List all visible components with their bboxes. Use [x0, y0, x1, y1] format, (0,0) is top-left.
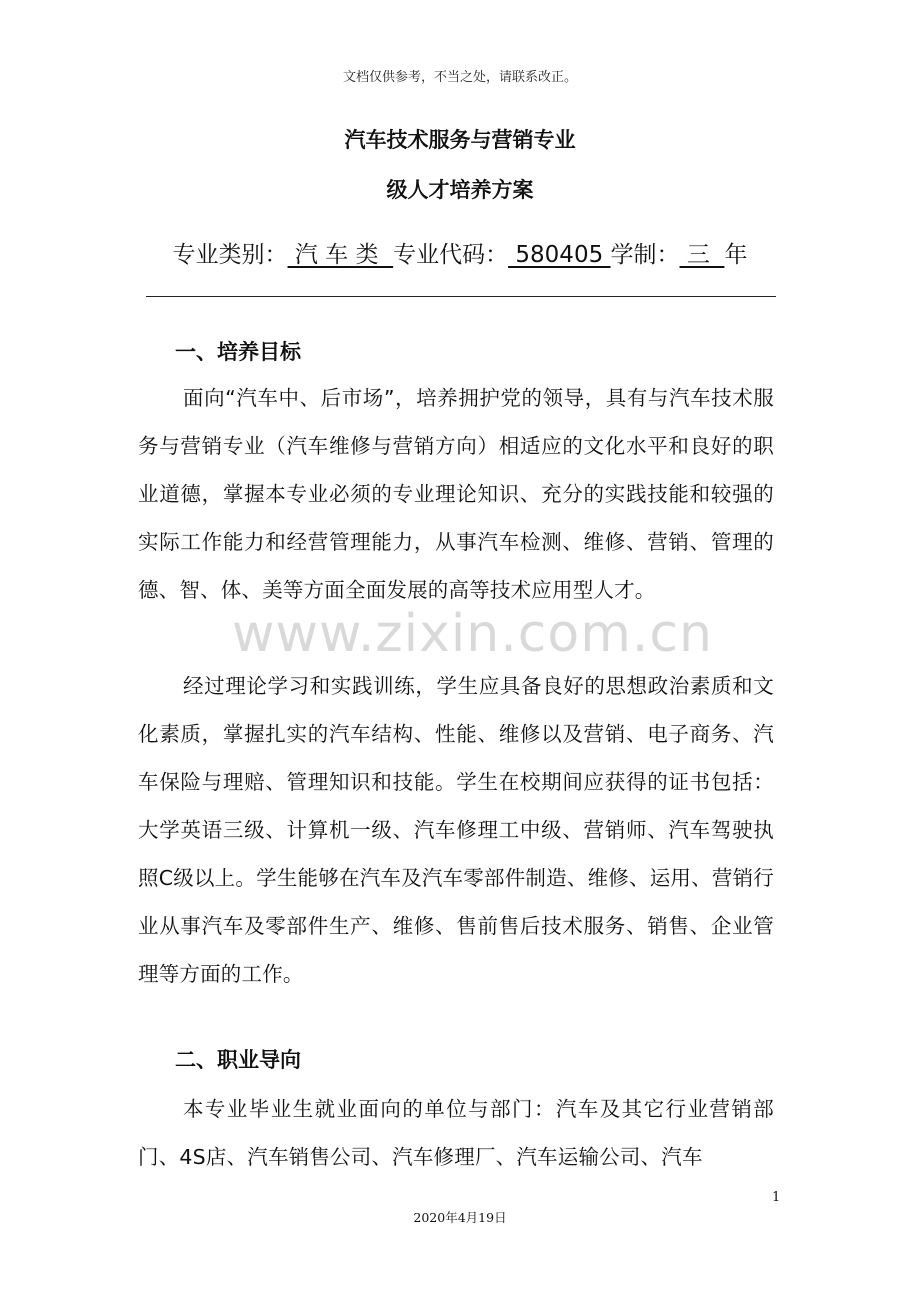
goals-paragraph-2: 经过理论学习和实践训练，学生应具备良好的思想政治素质和文化素质，掌握扎实的汽车结构、性能、维修以及营销、电子商务、汽车保险与理赔、管理知识和技能。学生在校期间应获得的证书包括：大学英语三级、计算机一级、汽车修理工中级、营销师、汽车驾驶执照C级以上。学生能够在汽车及汽车零部件制造、维修、运用、营销行业从事汽车及零部件生产、维修、售前售后技术服务、销售、企业管理等方面的工作。 [138, 674, 774, 986]
category-value: 汽 车 类 [287, 242, 394, 268]
footer-date: 2020年4月19日 [413, 1210, 507, 1225]
code-value: 580405 [508, 242, 611, 268]
duration-label: 学制： [610, 242, 680, 268]
code-label: 专业代码： [393, 242, 509, 268]
section-heading-career: 二、职业导向 [175, 1048, 301, 1072]
page-number: 1 [772, 1190, 781, 1205]
duration-value: 三 [679, 242, 725, 268]
goals-paragraph-1: 面向“汽车中、后市场”，培养拥护党的领导，具有与汽车技术服务与营销专业（汽车维修与营销方向）相适应的文化水平和良好的职业道德，掌握本专业必须的专业理论知识、充分的实践技能和较强的实际工作能力和经营管理能力，从事汽车检测、维修、营销、管理的德、智、体、美等方面全面发展的高等技术应用型人才。 [138, 386, 774, 602]
section-heading-goals: 一、培养目标 [175, 340, 301, 364]
program-meta [0, 236, 920, 269]
header-note: 文档仅供参考，不当之处，请联系改正。 [342, 70, 577, 85]
document-subtitle: 级人才培养方案 [386, 178, 534, 202]
duration-unit: 年 [724, 242, 748, 268]
category-label: 专业类别： [172, 242, 288, 268]
watermark: www.zixin.com.cn [232, 604, 713, 664]
divider-line [146, 296, 776, 297]
document-title: 汽车技术服务与营销专业 [344, 128, 576, 152]
career-paragraph-1: 本专业毕业生就业面向的单位与部门：汽车及其它行业营销部门、4S店、汽车销售公司、汽车修理厂、汽车运输公司、汽车 [138, 1097, 774, 1169]
